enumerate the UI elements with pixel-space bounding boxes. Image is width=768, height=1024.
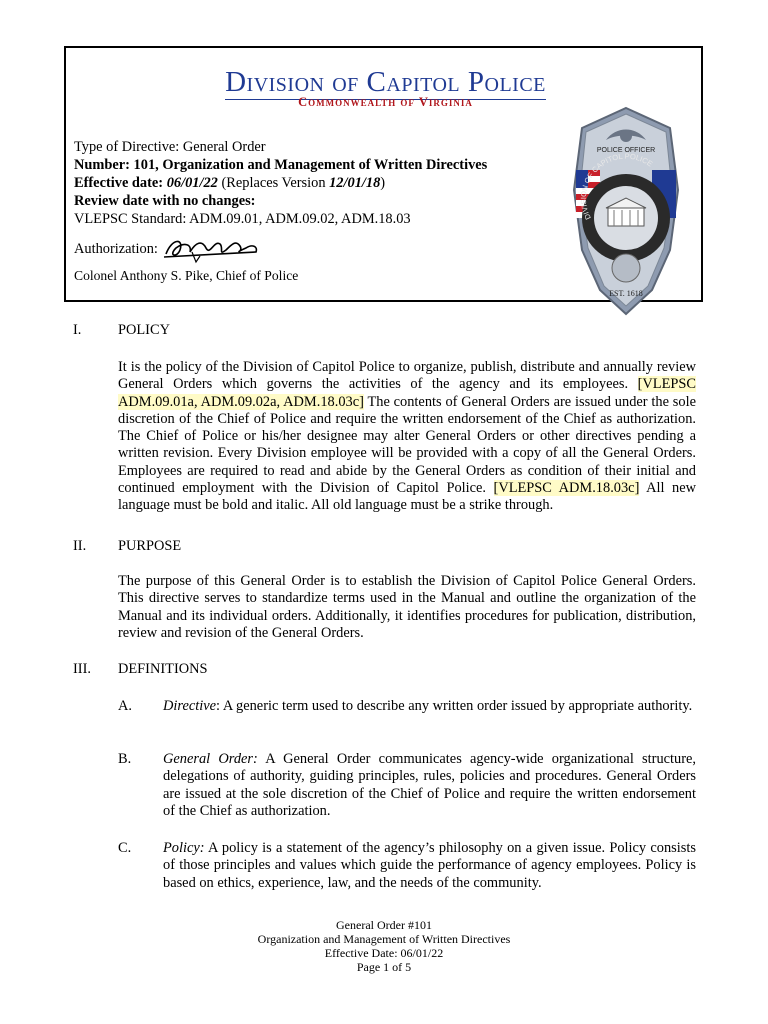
directive-meta [74,138,487,228]
purpose-paragraph: The purpose of this General Order is to establish the Division of Capitol Police General Orders. This directive serves to standardize terms used in the Manual and outline the organization of the Manual and its individual orders. Additionally, it identifies procedures for publication, distribution, review and revision of the General Orders. [118,573,696,641]
footer-effective-date: Effective Date: 06/01/22 [324,946,444,960]
definition-letter: B. [118,751,132,767]
authorization-line: Authorization: [74,234,262,264]
capitol-police-badge-icon [566,100,686,320]
badge-ring-text: DIVISION OF CAPITOL POLICE [578,151,655,222]
org-subtitle: Commonwealth of Virginia [298,95,473,109]
definition-letter: A. [118,698,132,714]
section-number: I. [73,322,82,338]
definition-letter: C. [118,840,132,856]
policy-paragraph: It is the policy of the Division of Capitol Police to organize, publish, distribute and annually review General Orders which governs the activities of the agency and its employees. [VLEPSC ADM.09.01a, ADM.09.02a, ADM.18.03c] The contents of General Orders are issued under the sole discretion of the Chief of Police and require the written endorsement of the Chief as authorization. The Chief of Police or his/her designee may alter General Orders or other directives pending a written revision. Every Division employee will be provided with a copy of all the General Orders. Employees are required to read and abide by the General Orders as condition of their initial and continued employment with the Division of Capitol Police. [VLEPSC ADM.18.03c] All new language must be bold and italic. All old language must be a strike through. [118,359,696,514]
badge-est-text: EST. 1618 [609,289,643,298]
section-number: II. [73,538,87,554]
standard-line: VLEPSC Standard: ADM.09.01, ADM.09.02, ADM.18.03 [74,211,411,227]
footer-order-number: General Order #101 [336,918,432,932]
signature-icon [162,234,262,264]
definition-general-order: General Order: A General Order communicates agency-wide organizational structure, delegations of authority, guiding principles, rules, policies and procedures. General Orders are issued at the sole discretion of the Chief of Police and require the written endorsement of the Chief as authorization. [163,751,696,819]
badge-top-text: POLICE OFFICER [596,147,656,154]
footer-order-title: Organization and Management of Written Directives [257,932,511,946]
directive-type: Type of Directive: General Order [74,139,266,155]
section-title-definitions: DEFINITIONS [118,661,208,677]
chief-name: Colonel Anthony S. Pike, Chief of Police [74,268,299,283]
directive-number: Number: 101, Organization and Management of Written Directives [74,157,488,173]
page-footer [0,918,768,974]
effective-date-line: Effective date: 06/01/22 (Replaces Version 12/01/18) [74,175,386,191]
section-title-policy: POLICY [118,322,170,338]
vlepsc-reference: [VLEPSC ADM.09.01a, ADM.09.02a, ADM.18.03c] [118,376,696,410]
section-title-purpose: PURPOSE [118,538,182,554]
review-date-line: Review date with no changes: [74,193,256,209]
footer-page-number: Page 1 of 5 [356,960,412,974]
directive-header-box [64,46,703,302]
section-number: III. [73,661,91,677]
org-title: Division of Capitol Police [225,66,546,98]
vlepsc-reference: [VLEPSC ADM.18.03c] [493,480,640,497]
definition-policy: Policy: A policy is a statement of the agency’s philosophy on a given issue. Policy consists of those principles and values which guide the performance of agency employees. Policy is based on ethics, experience, law, and the needs of the community. [163,840,696,891]
definition-directive: Directive: A generic term used to describe any written order issued by appropriate authority. [163,698,693,714]
